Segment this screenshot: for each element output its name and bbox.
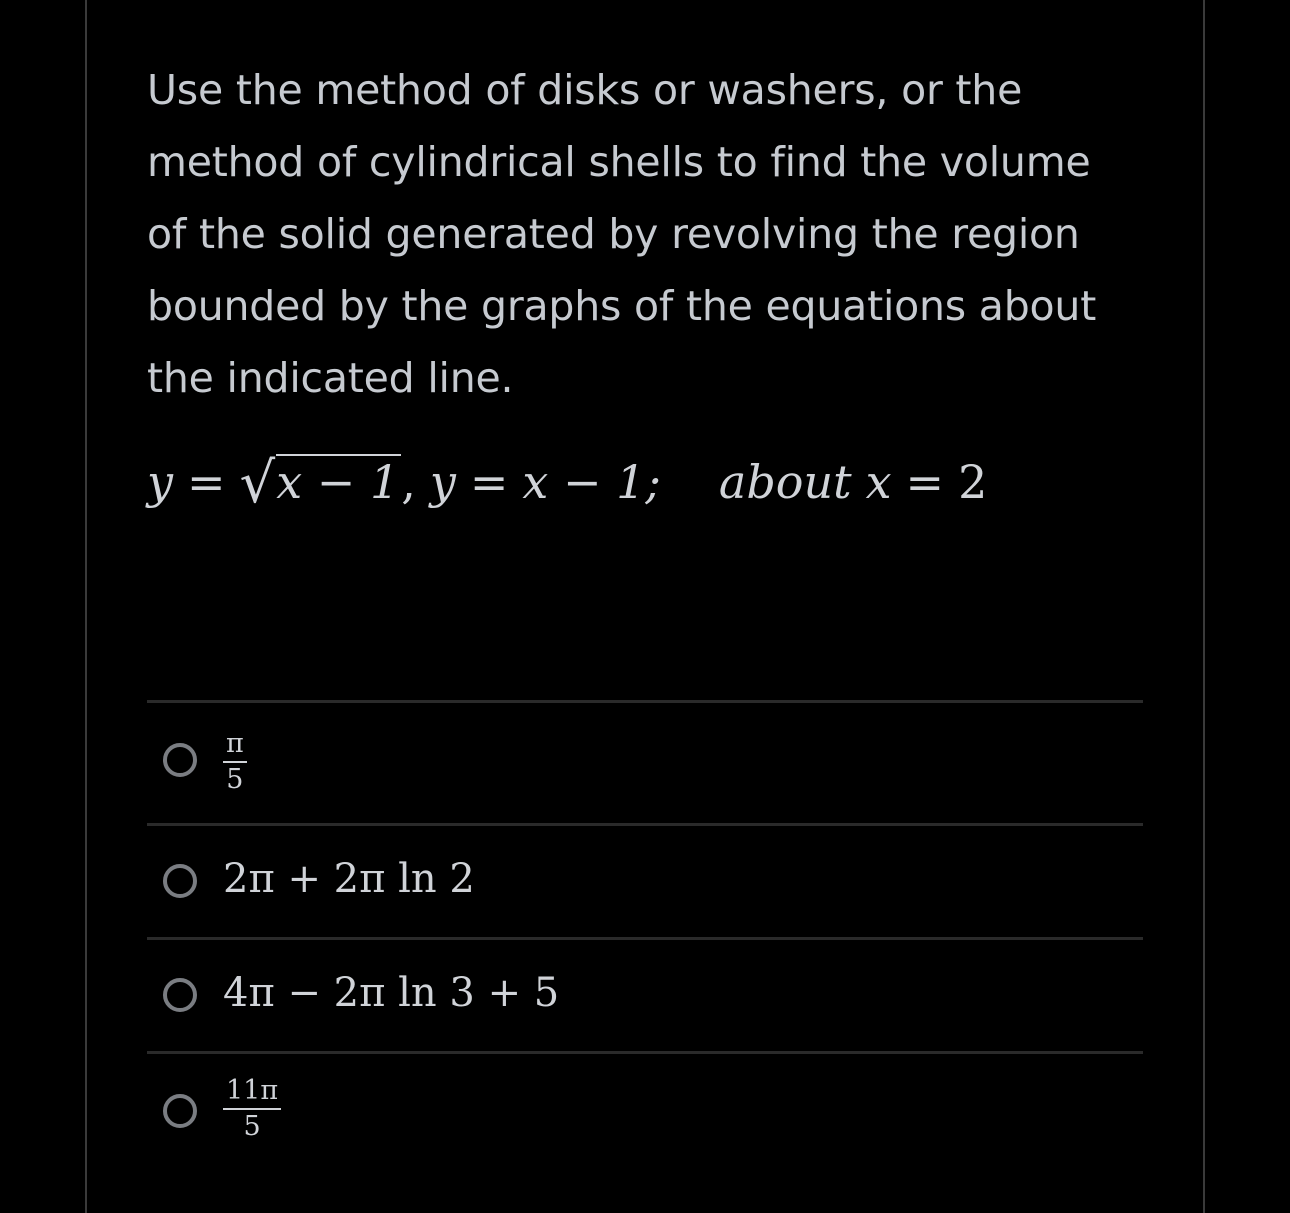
- eq-comma: ,: [401, 455, 416, 509]
- eq-about: about: [718, 455, 852, 509]
- radio-button-icon[interactable]: [163, 864, 197, 898]
- option-2-answer: 2π + 2π ln 2: [223, 856, 475, 902]
- option-1-answer: [223, 729, 247, 794]
- fraction-numerator: 11π: [223, 1076, 281, 1110]
- option-4-answer: [223, 1076, 281, 1141]
- fraction-denominator: 5: [226, 763, 244, 795]
- left-frame-border: [85, 0, 87, 1213]
- radicand: x − 1: [276, 455, 400, 509]
- equation: [147, 452, 987, 522]
- eq-equals-3: =: [905, 455, 945, 509]
- option-2[interactable]: [147, 823, 1143, 937]
- option-1[interactable]: [147, 700, 1143, 823]
- radio-button-icon[interactable]: [163, 1094, 197, 1128]
- fraction: [223, 729, 247, 794]
- option-3[interactable]: [147, 937, 1143, 1051]
- eq-equals-1: =: [187, 455, 226, 509]
- sqrt-expression: [239, 451, 402, 516]
- answer-options: [147, 700, 1143, 1174]
- eq-rhs2: x − 1;: [522, 455, 661, 509]
- option-4[interactable]: [147, 1051, 1143, 1174]
- question-text: Use the method of disks or washers, or the method of cylindrical shells to find the volume of the solid generated by revolving the region bounded by the graphs of the equations about the indicated line.: [147, 66, 1097, 402]
- eq-y1: y: [147, 455, 173, 509]
- fraction-numerator: π: [223, 729, 247, 763]
- fraction: [223, 1076, 281, 1141]
- right-frame-border: [1203, 0, 1205, 1213]
- option-3-answer: 4π − 2π ln 3 + 5: [223, 970, 560, 1016]
- radio-button-icon[interactable]: [163, 978, 197, 1012]
- eq-axis-var: x: [865, 455, 892, 509]
- radio-button-icon[interactable]: [163, 743, 197, 777]
- eq-axis-value: 2: [958, 455, 988, 509]
- radical-sign-icon: √: [239, 451, 276, 516]
- eq-equals-2: =: [469, 455, 509, 509]
- eq-y2: y: [429, 455, 456, 509]
- fraction-denominator: 5: [243, 1110, 261, 1142]
